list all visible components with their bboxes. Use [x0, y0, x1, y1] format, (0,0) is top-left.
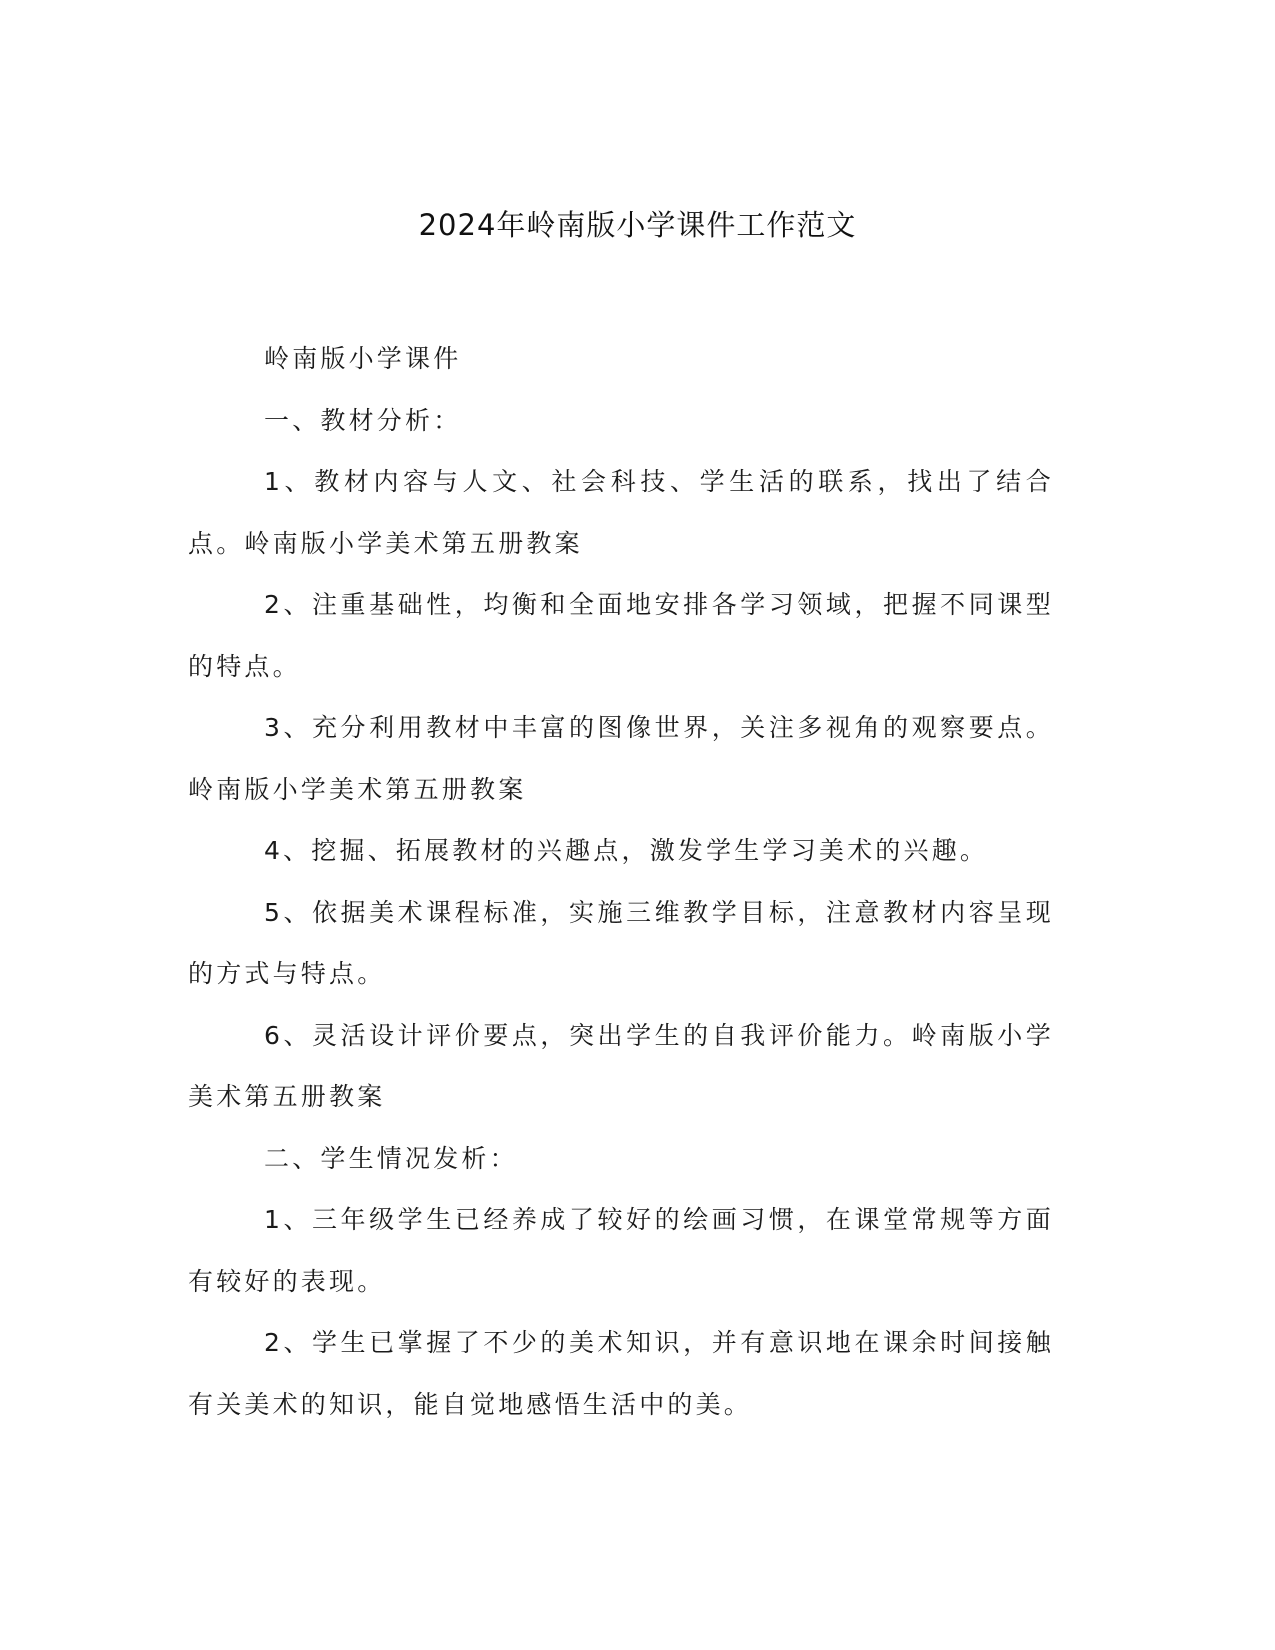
paragraph-item-1: 1、教材内容与人文、社会科技、学生活的联系，找出了结合点。岭南版小学美术第五册教案	[188, 467, 1054, 558]
paragraph-item-4: 4、挖掘、拓展教材的兴趣点，激发学生学习美术的兴趣。	[264, 836, 989, 865]
paragraph-subtitle: 岭南版小学课件	[264, 344, 462, 373]
paragraph-item-5: 5、依据美术课程标准，实施三维教学目标，注意教材内容呈现的方式与特点。	[188, 897, 1054, 988]
section-heading-student-analysis: 二、学生情况发析：	[264, 1143, 518, 1173]
document-body	[188, 328, 1054, 1435]
paragraph-item-6: 6、灵活设计评价要点，突出学生的自我评价能力。岭南版小学美术第五册教案	[188, 1020, 1054, 1111]
document-title: 2024年岭南版小学课件工作范文	[418, 208, 857, 242]
paragraph-student-item-1: 1、三年级学生已经养成了较好的绘画习惯，在课堂常规等方面有较好的表现。	[188, 1205, 1054, 1296]
section-heading-textbook-analysis: 一、教材分析：	[264, 405, 462, 435]
paragraph-item-3: 3、充分利用教材中丰富的图像世界，关注多视角的观察要点。岭南版小学美术第五册教案	[188, 713, 1054, 804]
paragraph-student-item-2: 2、学生已掌握了不少的美术知识，并有意识地在课余时间接触有关美术的知识，能自觉地感悟生活中的美。	[188, 1328, 1054, 1419]
paragraph-item-2: 2、注重基础性，均衡和全面地安排各学习领域，把握不同课型的特点。	[188, 590, 1054, 681]
